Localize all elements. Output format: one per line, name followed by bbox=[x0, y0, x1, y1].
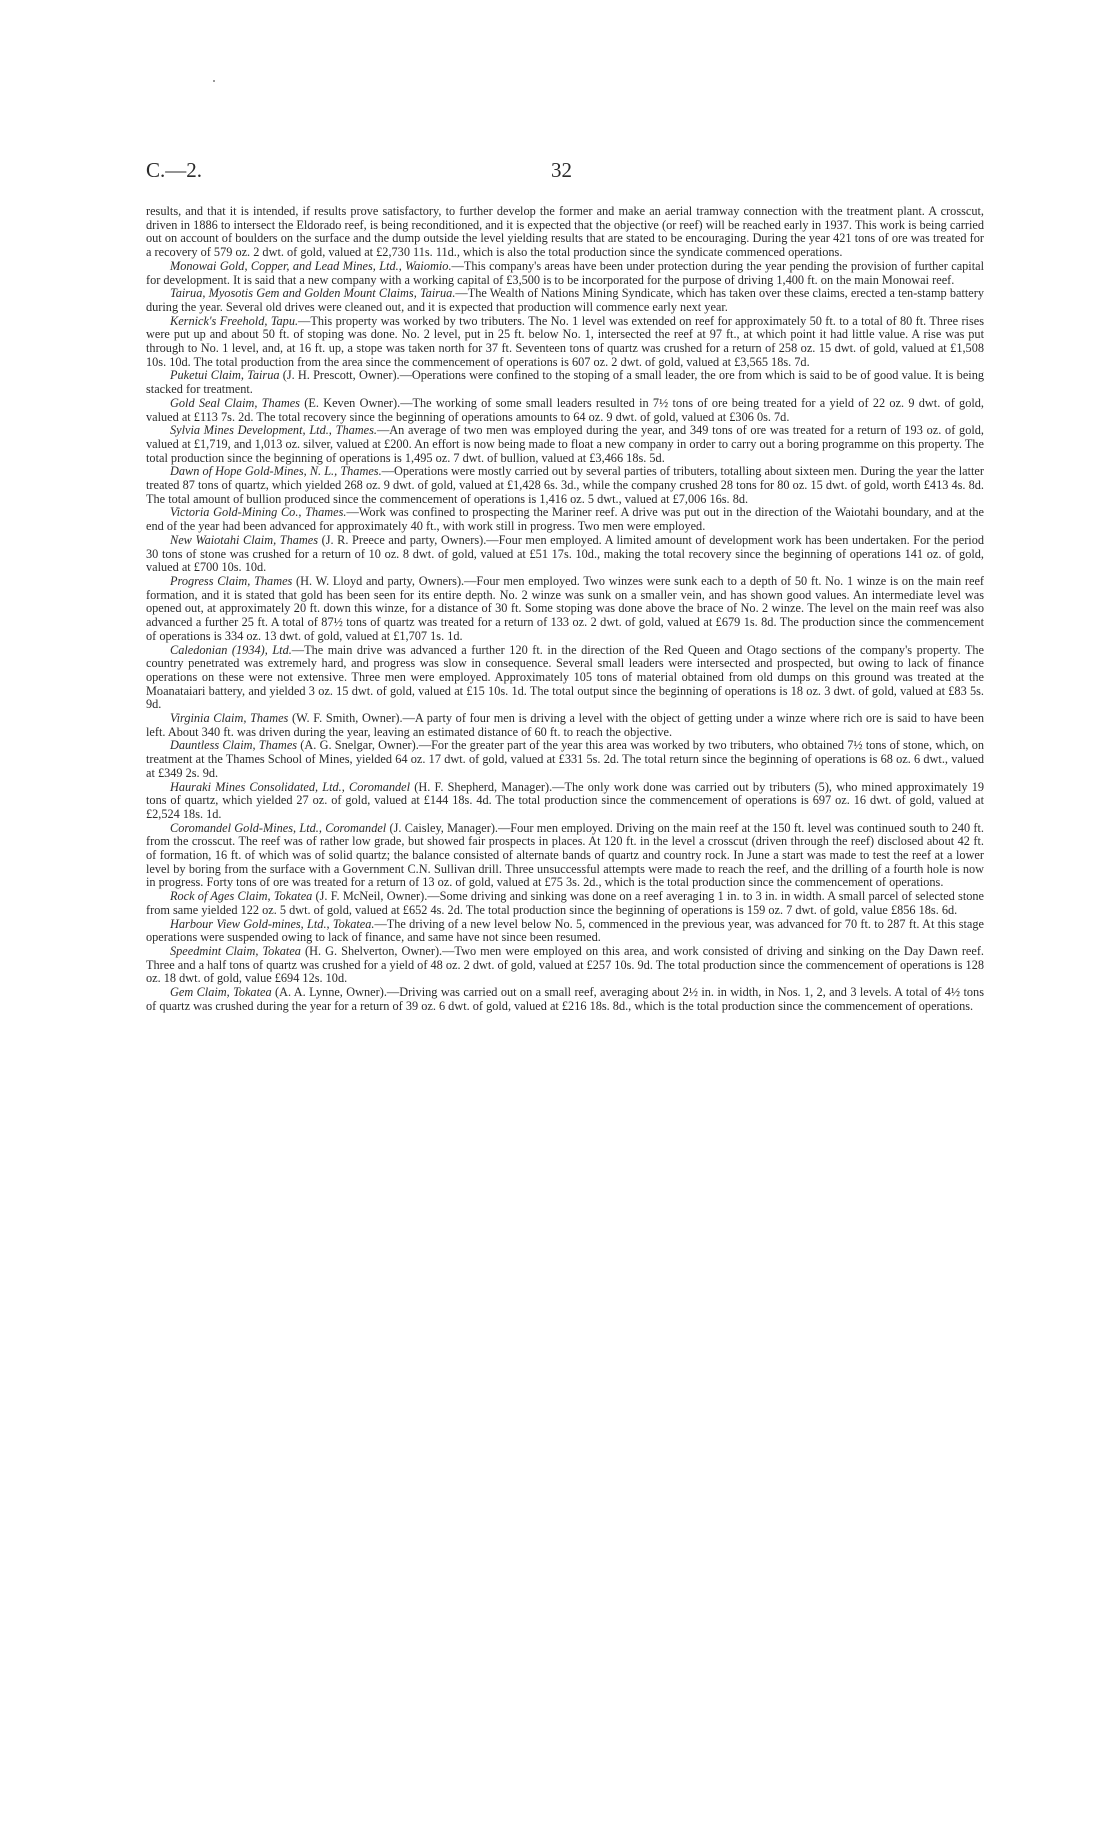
paragraph bbox=[146, 369, 984, 396]
paragraph bbox=[146, 397, 984, 424]
report-body bbox=[146, 205, 984, 1013]
claim-name: Gold Seal Claim, Thames bbox=[170, 395, 300, 410]
paragraph bbox=[146, 890, 984, 917]
claim-name: Kernick's Freehold, Tapu. bbox=[170, 313, 299, 328]
claim-name: Coromandel Gold-Mines, Ltd., Coromandel bbox=[170, 820, 387, 835]
claim-name: Dauntless Claim, Thames bbox=[170, 738, 298, 753]
paragraph bbox=[146, 424, 984, 465]
paragraph-text: (J. R. Preece and party, Owners).—Four men employed. A limited amount of development work has been undertaken. For the period 30 tons of stone was crushed for a return of 10 oz. 8 dwt. of gold, valued at £51 17s. 10d., making the total recovery since the beginning of operations 141 oz. of gold, valued at £700 10s. 10d. bbox=[146, 532, 984, 575]
paragraph-text: —The Wealth of Nations Mining Syndicate, which has taken over these claims, erected a ten-stamp battery during the year. Several old drives were cleaned out, and it is expected that production will commence early next year. bbox=[146, 286, 984, 314]
claim-name: Rock of Ages Claim, Tokatea bbox=[170, 889, 313, 904]
paragraph bbox=[146, 822, 984, 891]
paragraph-text: (W. F. Smith, Owner).—A party of four men is driving a level with the object of getting under a winze where rich ore is said to have been left. About 340 ft. was driven during the year, leaving an estimated distance of 60 ft. to reach the objective. bbox=[146, 711, 984, 739]
paragraph bbox=[146, 534, 984, 575]
paragraph-text: —Operations were mostly carried out by several parties of tributers, totalling about sixteen men. During the year the latter treated 87 tons of quartz, which yielded 268 oz. 9 dwt. of gold, valued at £1,428 6s. 3d., while the company crushed 28 tons for 80 oz. 15 dwt. of gold, worth £413 4s. 8d. The total amount of bullion produced since the commencement of operations is 1,416 oz. 5 dwt., valued at £7,006 16s. 8d. bbox=[146, 464, 984, 506]
page-header bbox=[146, 158, 991, 188]
paragraph-text: results, and that it is intended, if results prove satisfactory, to further develop the former and make an aerial tramway connection with the treatment plant. A crosscut, driven in 1886 to intersect the Eldorado reef, is being reconditioned, and it is expected that the objective (or reef) will be reached early in 1937. This work is being carried out on account of boulders on the surface and the dump outside the level yielding results that are stated to be encouraging. During the year 421 tons of ore was treated for a recovery of 579 oz. 2 dwt. of gold, valued at £2,730 11s. 11d., which is also the total production since the syndicate commenced operations. bbox=[146, 204, 984, 260]
claim-name: Victoria Gold-Mining Co., Thames. bbox=[170, 505, 347, 520]
paragraph-text: —The driving of a new level below No. 5, commenced in the previous year, was advanced for 70 ft. to 287 ft. At this stage operations were suspended owing to lack of finance, and same have not since been resumed. bbox=[146, 916, 984, 945]
claim-name: New Waiotahi Claim, Thames bbox=[170, 532, 319, 547]
paragraph bbox=[146, 287, 984, 314]
claim-name: Tairua, Myosotis Gem and Golden Mount Claims, Tairua. bbox=[170, 286, 456, 301]
claim-name: Progress Claim, Thames bbox=[170, 573, 293, 588]
paragraph-text: —This company's areas have been under protection during the year pending the provision of further capital for development. It is said that a new company with a working capital of £3,500 is to be incorporated for the purpose of driving 1,400 ft. on the main Monowai reef. bbox=[146, 258, 985, 287]
paragraph-text: (J. H. Prescott, Owner).—Operations were confined to the stoping of a small leader, the ore from which is said to be of good value. It is being stacked for treatment. bbox=[146, 368, 985, 397]
paragraph-text: —This property was worked by two tributers. The No. 1 level was extended on reef for approximately 50 ft. to a total of 80 ft. Three rises were put up and about 50 ft. of stoping was done. No. 2 level, put in 25 ft. below No. 1, intersected the reef at 97 ft., at which point it had little value. A rise was put through to No. 1 level, and, at 16 ft. up, a stope was taken north for 37 ft. Seventeen tons of quartz was crushed for a return of 258 oz. 15 dwt. of gold, valued at £1,508 10s. 10d. The total production from the area since the commencement of operations is 607 oz. 2 dwt. of gold, valued at £3,565 18s. 7d. bbox=[146, 313, 984, 369]
claim-name: Virginia Claim, Thames bbox=[170, 711, 289, 726]
paragraph bbox=[146, 575, 984, 644]
paragraph bbox=[146, 315, 984, 370]
paragraph-text: (E. Keven Owner).—The working of some small leaders resulted in 7½ tons of ore being treated for a yield of 22 oz. 9 dwt. of gold, valued at £113 7s. 2d. The total recovery since the beginning of operations amounts to 64 oz. 9 dwt. of gold, valued at £306 0s. 7d. bbox=[146, 395, 984, 424]
claim-name: Harbour View Gold-mines, Ltd., Tokatea. bbox=[170, 916, 375, 931]
paragraph bbox=[146, 781, 984, 822]
paragraph-text: (J. Caisley, Manager).—Four men employed. Driving on the main reef at the 150 ft. level was continued south to 240 ft. from the crosscut. The reef was of rather low grade, but showed fair prospects in places. At 120 ft. in the level a crosscut (driven through the reef) disclosed about 42 ft. of formation, 16 ft. of which was of solid quartz; the balance consisted of alternate bands of quartz and country rock. In June a start was made to test the reef at a lower level by boring from the surface with a Government C.N. Sullivan drill. Three unsuccessful attempts were made to reach the reef, and the drilling of a fourth hole is now in progress. Forty tons of ore was treated for a return of 13 oz. of gold, valued at £75 3s. 2d., which is the total production since the commencement of operations. bbox=[146, 820, 984, 890]
paragraph bbox=[146, 918, 984, 945]
report-reference: C.—2. bbox=[146, 158, 203, 182]
paragraph bbox=[146, 465, 984, 506]
claim-name: Puketui Claim, Tairua bbox=[170, 368, 280, 383]
claim-name: Sylvia Mines Development, Ltd., Thames. bbox=[170, 423, 377, 438]
claim-name: Monowai Gold, Copper, and Lead Mines, Ltd., Waiomio. bbox=[170, 258, 452, 273]
paragraph bbox=[146, 712, 984, 739]
paragraph bbox=[146, 644, 984, 713]
paragraph-text: (A. A. Lynne, Owner).—Driving was carried out on a small reef, averaging about 2½ in. in width, in Nos. 1, 2, and 3 levels. A total of 4½ tons of quartz was crushed during the year for a return of 39 oz. 6 dwt. of gold, valued at £216 18s. 8d., which is the total production since the commencement of operations. bbox=[146, 985, 984, 1013]
paragraph-text: —The main drive was advanced a further 120 ft. in the direction of the Red Queen and Otago sections of the company's property. The country penetrated was extremely hard, and progress was slow in consequence. Several small leaders were intersected and prospected, but owing to lack of finance operations on these were not extensive. Three men were employed. Approximately 105 tons of material obtained from old dumps on this ground was treated at the Moanataiari battery, and yielded 3 oz. 15 dwt. of gold, valued at £15 10s. 1d. The total output since the beginning of operations is 18 oz. 3 dwt. of gold, valued at £83 5s. 9d. bbox=[146, 642, 984, 712]
paragraph-text: (H. F. Shepherd, Manager).—The only work done was carried out by tributers (5), who mined approximately 19 tons of quartz, which yielded 27 oz. of gold, valued at £144 18s. 4d. The total production since the commencement of operations is 697 oz. 16 dwt. of gold, valued at £2,524 18s. 1d. bbox=[146, 779, 985, 821]
paragraph bbox=[146, 986, 984, 1013]
paragraph-text: (H. W. Lloyd and party, Owners).—Four men employed. Two winzes were sunk each to a depth of 50 ft. No. 1 winze is on the main reef formation, and it is stated that gold has been seen for its entire depth. No. 2 winze was sunk on a smaller vein, and has shown good values. An intermediate level was opened out, at approximately 20 ft. down this winze, for a distance of 30 ft. Some stoping was done above the brace of No. 2 winze. The level on the main reef was also advanced a further 25 ft. A total of 87½ tons of quartz was treated for a return of 133 oz. 2 dwt. of gold, valued at £679 1s. 8d. The production since the commencement of operations is 334 oz. 13 dwt. of gold, valued at £1,707 1s. 1d. bbox=[146, 573, 985, 643]
paragraph bbox=[146, 739, 984, 780]
paragraph bbox=[146, 205, 984, 260]
paragraph-text: (H. G. Shelverton, Owner).—Two men were employed on this area, and work consisted of driving and sinking on the Day Dawn reef. Three and a half tons of quartz was crushed for a yield of 48 oz. 2 dwt. of gold, valued at £257 10s. 9d. The total production since the commencement of operations is 128 oz. 18 dwt. of gold, value £694 12s. 10d. bbox=[146, 943, 985, 986]
paragraph-text: (J. F. McNeil, Owner).—Some driving and sinking was done on a reef averaging 1 in. to 3 in. in width. A small parcel of selected stone from same yielded 122 oz. 5 dwt. of gold, valued at £652 4s. 2d. The total production since the beginning of operations is 159 oz. 7 dwt. of gold, value £856 18s. 6d. bbox=[146, 889, 984, 917]
paragraph bbox=[146, 945, 984, 986]
claim-name: Hauraki Mines Consolidated, Ltd., Coromandel bbox=[170, 779, 411, 794]
paragraph bbox=[146, 506, 984, 533]
claim-name: Gem Claim, Tokatea bbox=[170, 985, 272, 1000]
paragraph-text: —An average of two men was employed during the year, and 349 tons of ore was treated for a return of 193 oz. of gold, valued at £1,719, and 1,013 oz. silver, valued at £200. An effort is now being made to float a new company in order to carry out a boring programme on this property. The total production since the beginning of operations is 1,495 oz. 7 dwt. of bullion, valued at £3,466 18s. 5d. bbox=[146, 423, 984, 465]
paragraph bbox=[146, 260, 984, 287]
claim-name: Speedmint Claim, Tokatea bbox=[170, 943, 301, 958]
page-number: 32 bbox=[551, 158, 572, 182]
claim-name: Caledonian (1934), Ltd. bbox=[170, 642, 292, 657]
paragraph-text: —Work was confined to prospecting the Mariner reef. A drive was put out in the direction of the Waiotahi boundary, and at the end of the year had been advanced for approximately 40 ft., with work still in progress. Two men were employed. bbox=[146, 505, 984, 534]
claim-name: Dawn of Hope Gold-Mines, N. L., Thames. bbox=[170, 464, 382, 479]
paragraph-text: (A. G. Snelgar, Owner).—For the greater part of the year this area was worked by two tributers, who obtained 7½ tons of stone, which, on treatment at the Thames School of Mines, yielded 64 oz. 17 dwt. of gold, valued at £331 5s. 2d. The total return since the beginning of operations is 68 oz. 6 dwt., valued at £349 2s. 9d. bbox=[146, 738, 984, 780]
scan-speck bbox=[213, 80, 215, 82]
